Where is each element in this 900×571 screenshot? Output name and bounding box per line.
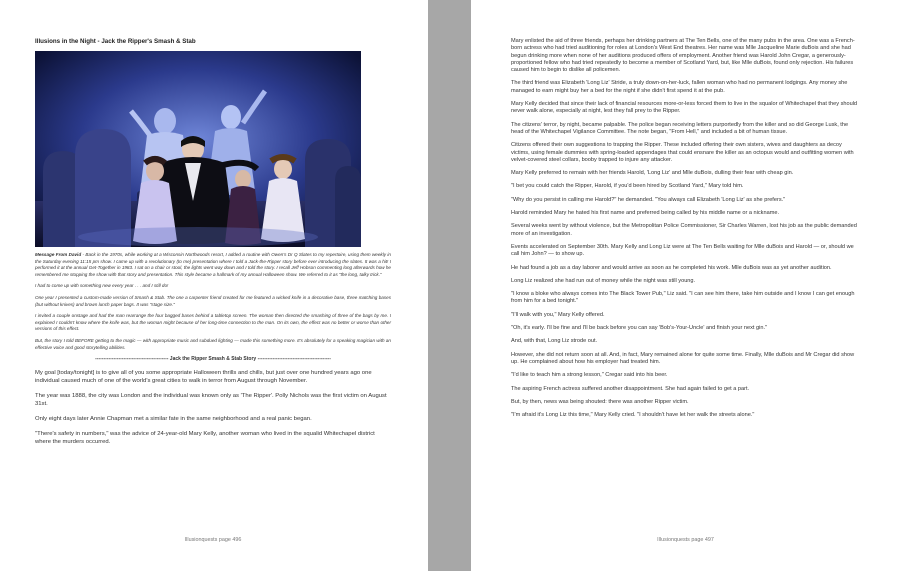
story-paragraph-1: My goal [today/tonight] is to give all of you some appropriate Halloween thrills and chills, but just over one hundred years ago one individual caused much of one of the world's great cities to walk in terror from August through November. <box>35 370 372 385</box>
story-paragraph-10: Mary Kelly preferred to remain with her friends Harold, 'Long Liz' and Mlle duBois, dulling their fear with cheap gin. <box>511 170 794 177</box>
story-paragraph-3: Only eight days later Annie Chapman met a similar fate in the same neighborhood and a real panic began. <box>35 415 312 422</box>
right-page-footer: Illusionquests page 497 <box>657 537 714 543</box>
note-text: - Back in the 1970s, while working at a Wisconsin Northwoods resort, I added a routine with Owen's Dr Q Slates to my repertoire, using them weekly in the Saturday evening 11:15 pm show. I came up with a revolutionary (to me) presentation where I told a Jack-the-Ripper story before ever introducing the slates. It was a hit! I performed it at the annual Get-Together in 1983. I sat on a chair or stool, the lights went way down and I told the story. I recall Jeff Hobson commenting long afterwards how he remembered me stopping the show with that story and presentation. This style became a hallmark of my annual Halloween show. We referred to it as "the long, talky trick." <box>35 252 391 277</box>
author-note-1 <box>35 252 391 278</box>
story-paragraph-16: He had found a job as a day laborer and would arrive as soon as he completed his work. Mlle duBois was as yet another audition. <box>511 264 832 271</box>
story-paragraph-21: And, with that, Long Liz strode out. <box>511 338 598 345</box>
story-paragraph-2: The year was 1888, the city was London and the individual was known only as 'The Ripper'. Polly Nichols was the first victim on August 31st. <box>35 392 387 407</box>
author-note-4: I invited a couple onstage and had the man rearrange the four bagged bases behind a tabletop screen. The woman then directed the smashing of three of the bags by me. I explained I couldn't know where the knife was, but the woman might because of her long-time connection to the man. On its own, the effect was no better or worse than other versions of this effect. <box>35 313 391 332</box>
story-paragraph-11: "I bet you could catch the Ripper, Harold, if you'd been hired by Scotland Yard," Mary told him. <box>511 183 744 190</box>
story-paragraph-20: "Oh, it's early. I'll be fine and I'll be back before you can say 'Bob's-Your-Uncle' and finish your next gin." <box>511 325 768 332</box>
story-paragraph-6: The third friend was Elizabeth 'Long Liz' Stride, a truly down-on-her-luck, fallen woman who had no permanent lodgings. Any money she managed to earn might buy her a bed for the night if she didn't first spend it at the pub. <box>511 80 848 94</box>
story-paragraph-8: The citizens' terror, by night, became palpable. The police began receiving letters purportedly from the killer and so did George Lusk, the head of the Whitechapel Vigilance Committee. The note began, "From Hell," and included a bit of human tissue. <box>511 121 849 135</box>
left-page <box>0 0 428 571</box>
story-paragraph-17: Long Liz realized she had run out of money while the night was still young. <box>511 277 696 284</box>
story-divider: -------------------------------------------- Jack the Ripper Smash & Stab Story -------------------------------------------- <box>95 356 331 363</box>
stage-photo <box>35 51 361 247</box>
right-page <box>471 0 900 571</box>
note-label: Message From David <box>35 252 82 257</box>
story-paragraph-12: "Why do you persist in calling me Harold?" he demanded. "You always call Elizabeth 'Long Liz' as she prefers." <box>511 196 786 203</box>
author-note-5: But, the story I told BEFORE getting to the magic — with appropriate music and subdued lighting — made this something more. It's absolutely for a speaking magician with an effective voice and good storytelling abilities. <box>35 337 391 350</box>
story-paragraph-7: Mary Kelly decided that since their lack of financial resources more-or-less forced them to live in the squalor of Whitechapel that they should never walk alone, especially at night, lest they fall prey to the Ripper. <box>511 101 858 115</box>
story-paragraph-13: Harold reminded Mary he hated his first name and preferred being called by his middle name or a nickname. <box>511 210 780 217</box>
story-paragraph-22: However, she did not return soon at all. And, in fact, Mary remained alone for quite some time. Finally, Mlle duBois and Mr Cregar did show up. He complained about how his employer had treated him. <box>511 351 855 365</box>
story-paragraph-14: Several weeks went by without violence, but the Metropolitan Police Commissioner, Sir Charles Warren, lost his job as the public demanded more of an investigation. <box>511 223 857 237</box>
story-paragraph-23: "I'd like to teach him a strong lesson," Cregar said into his beer. <box>511 372 668 379</box>
story-paragraph-25: But, by then, news was being shouted: there was another Ripper victim. <box>511 398 689 405</box>
story-paragraph-5: Mary enlisted the aid of three friends, perhaps her drinking partners at The Ten Bells, one of the many pubs in the area. One was a French-born actress who had tried auditioning for roles at London's West End theatres. Her name was Mlle Jacqueline Marie duBois and she had begun drinking more when none of her auditions produced offers of employment. Another friend was Harold John Cregar, a generously-proportioned fellow who had tried repeatedly to become a member of Scotland Yard, but, like Mlle duBois, found only rejection. His failures caused him to begin to dislike all policemen. <box>511 38 855 74</box>
author-note-2: I had to come up with something new every year . . . and I still do! <box>35 283 169 289</box>
story-paragraph-24: The aspiring French actress suffered another disappointment. She had again failed to get a part. <box>511 385 750 392</box>
story-paragraph-15: Events accelerated on September 30th. Mary Kelly and Long Liz were at The Ten Bells waiting for Mlle duBois and Harold — or, should we call him John? — to show up. <box>511 243 854 258</box>
author-note-3: One year I presented a custom-made version of Smash & Stab. The one a carpenter friend created for me featured a wicked knife in a decorative base, three matching bases (but without knives) and brown lunch paper bags. It was "stage size." <box>35 294 391 307</box>
story-paragraph-19: "I'll walk with you," Mary Kelly offered. <box>511 311 605 318</box>
left-page-footer: Illusionquests page 496 <box>184 537 242 543</box>
page-gutter <box>428 0 471 571</box>
story-paragraph-9: Citizens offered their own suggestions to trapping the Ripper. These included offering their own sisters, wives and daughters as decoy victims, using female dummies with spring-loaded appendages that could ensnare the killer as an octopus would and outfitting women with velvet-covered steel collars, booby trapped to injure any attacker. <box>511 142 854 163</box>
story-paragraph-18: "I know a bloke who always comes into The Black Tower Pub," Liz said. "I can see him there, take him outside and I know I can get enough from him for a bed tonight." <box>511 291 855 305</box>
story-paragraph-4: "There's safety in numbers," was the advice of 24-year-old Mary Kelly, another woman who lived in the squalid Whitechapel district where the murders occurred. <box>35 430 375 445</box>
article-title: Illusions in the Night - Jack the Ripper's Smash & Stab <box>35 38 196 45</box>
story-paragraph-26: "I'm afraid it's Long Liz this time," Mary Kelly cried. "I shouldn't have let her walk the streets alone." <box>511 412 755 419</box>
